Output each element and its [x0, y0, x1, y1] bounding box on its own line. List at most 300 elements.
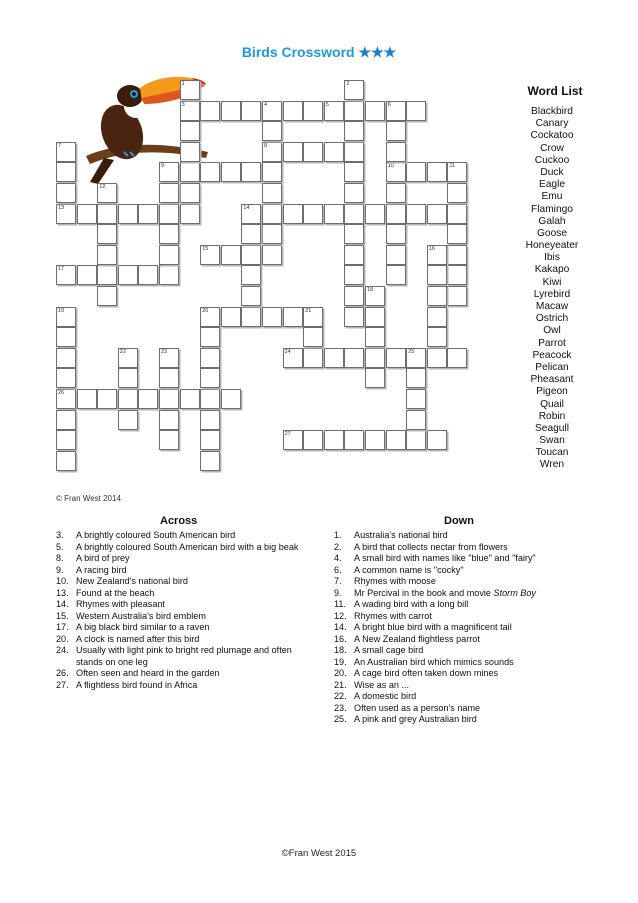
grid-cell[interactable]: [324, 430, 344, 450]
grid-cell[interactable]: [262, 183, 282, 203]
clue-text: Rhymes with carrot: [354, 610, 432, 621]
grid-cell[interactable]: [200, 162, 220, 182]
clue-number-label: 25: [408, 348, 415, 355]
crossword-grid: [56, 80, 476, 486]
grid-cell[interactable]: [365, 204, 385, 224]
word-list-item: Lyrebird: [533, 288, 571, 300]
word-list-title: Word List: [527, 84, 583, 98]
word-list-item: Cockatoo: [530, 130, 574, 142]
grid-cell[interactable]: [303, 142, 323, 162]
clue-item: [334, 680, 594, 692]
grid-cell[interactable]: [97, 265, 117, 285]
clue-text: A bright blue bird with a magnificent tail: [354, 622, 512, 632]
grid-cell[interactable]: [427, 348, 447, 368]
grid-cell[interactable]: [56, 430, 76, 450]
grid-cell[interactable]: [56, 327, 76, 347]
clue-number: 14.: [334, 622, 347, 632]
grid-cell[interactable]: [344, 224, 364, 244]
clue-text: A brightly coloured South American bird: [76, 530, 236, 540]
clue-item: [56, 622, 318, 634]
clue-item: [334, 691, 594, 703]
clue-text: A brightly coloured South American bird with a big beak: [76, 541, 299, 552]
clue-emphasis: Storm Boy: [493, 587, 536, 598]
grid-cell[interactable]: [283, 430, 303, 450]
grid-cell[interactable]: [386, 245, 406, 265]
word-list-item: Galah: [538, 215, 566, 227]
grid-cell[interactable]: [365, 348, 385, 368]
grid-cell[interactable]: [241, 204, 261, 224]
grid-cell[interactable]: [241, 101, 261, 121]
grid-cell[interactable]: [406, 348, 426, 368]
grid-cell[interactable]: [365, 430, 385, 450]
word-list-item: Blackbird: [531, 106, 573, 117]
clue-text: A clock is named after this bird: [76, 633, 200, 644]
clue-number-label: 18: [367, 287, 374, 293]
clue-text: Often seen and heard in the garden: [76, 668, 220, 678]
clue-number: 7.: [334, 576, 342, 586]
clue-item: [56, 565, 318, 577]
clue-item: [334, 657, 594, 669]
clue-item: [56, 588, 318, 600]
clue-text: A bird of prey: [76, 553, 130, 563]
clue-item: [334, 714, 594, 726]
grid-cell[interactable]: [344, 245, 364, 265]
grid-cell[interactable]: [241, 224, 261, 244]
grid-cell[interactable]: [447, 183, 467, 203]
word-list-item: Flamingo: [531, 203, 573, 215]
clue-item: [56, 634, 318, 646]
grid-cell[interactable]: [56, 451, 76, 471]
grid-cell[interactable]: [56, 162, 76, 182]
grid-cell[interactable]: [262, 101, 282, 121]
grid-cell[interactable]: [159, 430, 179, 450]
grid-cell[interactable]: [97, 389, 117, 409]
grid-cell[interactable]: [406, 368, 426, 388]
clue-item: [56, 530, 318, 542]
word-list-item: Kakapo: [534, 264, 570, 276]
grid-cell[interactable]: [386, 142, 406, 162]
grid-cell[interactable]: [303, 101, 323, 121]
grid-cell[interactable]: [97, 183, 117, 203]
grid-cell[interactable]: [56, 368, 76, 388]
grid-cell[interactable]: [427, 327, 447, 347]
down-clues: [334, 530, 594, 726]
clue-item: [334, 588, 594, 600]
word-list-item: Canary: [535, 118, 569, 130]
grid-cell[interactable]: [200, 430, 220, 450]
grid-cell[interactable]: [365, 327, 385, 347]
grid-cell[interactable]: [344, 162, 364, 182]
clue-number-label: 13: [58, 204, 65, 211]
clue-text: Often used as a person's name: [354, 702, 481, 713]
grid-cell[interactable]: [386, 204, 406, 224]
word-list-item: Pelican: [535, 361, 569, 373]
grid-cell[interactable]: [56, 183, 76, 203]
clue-number-label: 14: [243, 204, 250, 211]
across-clues: [56, 530, 318, 691]
grid-cell[interactable]: [344, 307, 364, 327]
clue-number: 1.: [334, 530, 342, 540]
clue-number: 20.: [56, 633, 69, 644]
grid-cell[interactable]: [118, 368, 138, 388]
grid-cell[interactable]: [241, 162, 261, 182]
grid-cell[interactable]: [118, 348, 138, 368]
down-heading: Down: [444, 515, 474, 527]
word-list-item: Pigeon: [536, 386, 568, 398]
grid-cell[interactable]: [447, 286, 467, 306]
grid-cell[interactable]: [118, 265, 138, 285]
clue-number-label: 21: [305, 307, 312, 314]
clue-item: [334, 703, 594, 715]
clue-number-label: 17: [58, 266, 65, 273]
clue-number: 6.: [334, 564, 342, 575]
clue-item: [334, 645, 594, 657]
word-list-item: Ostrich: [535, 313, 569, 325]
clue-number: 21.: [334, 679, 347, 690]
grid-cell[interactable]: [159, 265, 179, 285]
grid-cell[interactable]: [427, 307, 447, 327]
grid-cell[interactable]: [221, 101, 241, 121]
grid-cell[interactable]: [386, 121, 406, 141]
grid-cell[interactable]: [427, 245, 447, 265]
clue-number-label: 10: [387, 163, 394, 170]
grid-cell[interactable]: [283, 204, 303, 224]
word-list-item: Peacock: [532, 349, 572, 361]
word-list-item: Kiwi: [542, 276, 562, 288]
grid-cell[interactable]: [344, 348, 364, 368]
clue-number-label: 8: [264, 142, 268, 149]
clue-number-label: 9: [161, 163, 165, 170]
clue-number-label: 11: [449, 163, 456, 170]
grid-cell[interactable]: [97, 245, 117, 265]
grid-cell[interactable]: [447, 224, 467, 244]
grid-cell[interactable]: [344, 204, 364, 224]
grid-cell[interactable]: [159, 183, 179, 203]
grid-cell[interactable]: [262, 162, 282, 182]
clue-text: An Australian bird which mimics sounds: [354, 656, 514, 667]
clue-number-label: 20: [202, 307, 209, 314]
clue-item: [334, 530, 594, 542]
grid-cell[interactable]: [221, 162, 241, 182]
grid-cell[interactable]: [241, 307, 261, 327]
grid-cell[interactable]: [77, 204, 97, 224]
grid-cell[interactable]: [386, 265, 406, 285]
clue-number: 26.: [56, 668, 69, 678]
grid-cell[interactable]: [200, 368, 220, 388]
grid-cell[interactable]: [427, 286, 447, 306]
grid-cell[interactable]: [406, 430, 426, 450]
clue-number-label: 24: [284, 348, 291, 355]
grid-cell[interactable]: [283, 348, 303, 368]
clue-number: 14.: [56, 599, 69, 609]
grid-cell[interactable]: [447, 204, 467, 224]
clue-number: 12.: [334, 610, 347, 621]
grid-cell[interactable]: [97, 224, 117, 244]
grid-cell[interactable]: [344, 121, 364, 141]
clue-item: [56, 611, 318, 623]
clue-item: [56, 553, 318, 565]
clue-number: 8.: [56, 553, 64, 563]
grid-cell[interactable]: [180, 80, 200, 100]
grid-cell[interactable]: [344, 183, 364, 203]
grid-cell[interactable]: [180, 162, 200, 182]
across-heading: Across: [160, 515, 198, 527]
grid-cell[interactable]: [180, 101, 200, 121]
clue-number-label: 27: [284, 431, 291, 438]
clue-text: A flightless bird found in Africa: [76, 679, 198, 690]
grid-cell[interactable]: [406, 204, 426, 224]
grid-cell[interactable]: [386, 224, 406, 244]
clue-number-label: 12: [99, 184, 106, 190]
clue-text: A common name is "cocky": [354, 564, 464, 575]
word-list-item: Duck: [540, 166, 564, 178]
grid-cell[interactable]: [180, 389, 200, 409]
grid-cell[interactable]: [344, 265, 364, 285]
clue-number-label: 3: [181, 101, 185, 108]
grid-cell[interactable]: [118, 410, 138, 430]
grid-cell[interactable]: [262, 121, 282, 141]
grid-cell[interactable]: [221, 389, 241, 409]
word-list-item: Swan: [539, 435, 565, 447]
grid-cell[interactable]: [159, 245, 179, 265]
clue-text: A small bird with names like "blue" and "fairy": [354, 553, 536, 563]
clue-text: Western Australia's bird emblem: [76, 610, 206, 621]
grid-cell[interactable]: [406, 389, 426, 409]
clue-item: [334, 542, 594, 554]
grid-cell[interactable]: [77, 389, 97, 409]
word-list-item: Quail: [540, 398, 564, 410]
grid-cell[interactable]: [180, 142, 200, 162]
grid-cell[interactable]: [159, 368, 179, 388]
clue-number: 17.: [56, 622, 69, 632]
grid-cell[interactable]: [56, 204, 76, 224]
grid-cell[interactable]: [324, 348, 344, 368]
clue-text: A New Zealand flightless parrot: [354, 633, 480, 644]
clue-number-label: 1: [181, 81, 185, 87]
grid-cell[interactable]: [386, 430, 406, 450]
clue-number-label: 6: [387, 101, 391, 108]
grid-cell[interactable]: [56, 142, 76, 162]
grid-cell[interactable]: [386, 101, 406, 121]
word-list-item: Pheasant: [530, 374, 574, 386]
clue-item: [56, 645, 318, 668]
grid-cell[interactable]: [180, 121, 200, 141]
grid-cell[interactable]: [324, 204, 344, 224]
grid-cell[interactable]: [159, 204, 179, 224]
clue-text: A wading bird with a long bill: [354, 599, 469, 609]
word-list-item: Seagull: [535, 422, 569, 434]
word-list-item: Eagle: [538, 179, 566, 191]
clue-number: 25.: [334, 714, 347, 724]
grid-cell[interactable]: [344, 286, 364, 306]
grid-cell[interactable]: [180, 204, 200, 224]
grid-cell[interactable]: [97, 286, 117, 306]
grid-cell[interactable]: [262, 224, 282, 244]
word-list-item: Crow: [540, 142, 564, 154]
grid-cell[interactable]: [427, 204, 447, 224]
clue-number-label: 2: [346, 81, 350, 87]
word-list-item: Honeyeater: [525, 240, 579, 252]
grid-cell[interactable]: [283, 307, 303, 327]
grid-cell[interactable]: [324, 142, 344, 162]
grid-cell[interactable]: [56, 410, 76, 430]
clue-number-label: 22: [119, 348, 126, 355]
grid-cell[interactable]: [56, 265, 76, 285]
clue-item: [56, 599, 318, 611]
grid-cell[interactable]: [56, 307, 76, 327]
clue-number: 19.: [334, 656, 347, 667]
grid-cell[interactable]: [97, 204, 117, 224]
grid-cell[interactable]: [365, 307, 385, 327]
clue-text: Found at the beach: [76, 587, 155, 598]
grid-cell[interactable]: [303, 348, 323, 368]
word-list-item: Wren: [539, 459, 565, 471]
clue-number-label: 23: [161, 348, 168, 355]
clue-item: [334, 622, 594, 634]
grid-cell[interactable]: [200, 245, 220, 265]
clue-number: 4.: [334, 553, 342, 563]
grid-cell[interactable]: [200, 101, 220, 121]
grid-cell[interactable]: [118, 204, 138, 224]
clue-text: Usually with light pink to bright red plumage and often stands on one leg: [76, 645, 292, 667]
grid-cell[interactable]: [447, 162, 467, 182]
grid-cell[interactable]: [447, 245, 467, 265]
star-rating-icons: ★★★: [358, 44, 397, 60]
grid-cell[interactable]: [138, 389, 158, 409]
clue-item: [334, 553, 594, 565]
grid-cell[interactable]: [324, 101, 344, 121]
clue-number: 16.: [334, 633, 347, 644]
footer-credit: ©Fran West 2015: [281, 848, 357, 859]
grid-cell[interactable]: [344, 142, 364, 162]
grid-cell[interactable]: [365, 368, 385, 388]
grid-cell[interactable]: [200, 410, 220, 430]
clue-text: A racing bird: [76, 564, 127, 575]
clue-text: Mr Percival in the book and movie Storm Boy: [354, 587, 536, 598]
grid-cell[interactable]: [159, 348, 179, 368]
clue-text: Wise as an ...: [354, 679, 410, 690]
clue-text: A big black bird similar to a raven: [76, 622, 210, 632]
grid-cell[interactable]: [200, 307, 220, 327]
clue-number: 3.: [56, 530, 64, 540]
grid-cell[interactable]: [159, 389, 179, 409]
clue-number: 22.: [334, 691, 347, 701]
grid-cell[interactable]: [303, 327, 323, 347]
clue-item: [56, 680, 318, 692]
clue-text: A cage bird often taken down mines: [354, 668, 499, 678]
word-list-item: Parrot: [538, 337, 566, 349]
word-list: [505, 106, 599, 472]
grid-cell[interactable]: [159, 224, 179, 244]
grid-cell[interactable]: [427, 265, 447, 285]
word-list-item: Ibis: [544, 252, 560, 264]
grid-cell[interactable]: [406, 101, 426, 121]
grid-cell[interactable]: [138, 265, 158, 285]
grid-cell[interactable]: [283, 142, 303, 162]
grid-cell[interactable]: [262, 204, 282, 224]
grid-cell[interactable]: [344, 101, 364, 121]
clue-text: A bird that collects nectar from flowers: [354, 541, 508, 552]
clue-number-label: 19: [58, 307, 65, 314]
clue-item: [334, 576, 594, 588]
clue-number-label: 16: [428, 245, 435, 252]
grid-cell[interactable]: [386, 162, 406, 182]
grid-cell[interactable]: [427, 430, 447, 450]
clue-text: A small cage bird: [354, 645, 424, 655]
grid-cell[interactable]: [447, 265, 467, 285]
clue-number: 10.: [56, 576, 69, 586]
grid-cell[interactable]: [406, 410, 426, 430]
clue-number: 11.: [334, 599, 346, 609]
clue-item: [334, 565, 594, 577]
grid-cell[interactable]: [200, 348, 220, 368]
grid-cell[interactable]: [118, 389, 138, 409]
clue-text: Rhymes with moose: [354, 576, 436, 586]
grid-cell[interactable]: [344, 80, 364, 100]
title-text: Birds Crossword: [241, 44, 355, 60]
grid-cell[interactable]: [447, 348, 467, 368]
clue-number: 15.: [56, 610, 69, 621]
grid-cell[interactable]: [56, 389, 76, 409]
clue-number: 23.: [334, 702, 347, 713]
clue-number: 13.: [56, 587, 69, 598]
grid-cell[interactable]: [200, 451, 220, 471]
word-list-item: Cuckoo: [534, 154, 570, 166]
clue-text: Rhymes with pleasant: [76, 599, 165, 609]
grid-cell[interactable]: [303, 430, 323, 450]
grid-cell[interactable]: [406, 162, 426, 182]
clue-number-label: 26: [58, 390, 65, 396]
clue-number-label: 5: [325, 101, 329, 108]
grid-cell[interactable]: [159, 162, 179, 182]
clue-item: [334, 611, 594, 623]
grid-cell[interactable]: [221, 307, 241, 327]
grid-cell[interactable]: [241, 286, 261, 306]
clue-item: [56, 576, 318, 588]
clue-number: 9.: [334, 587, 342, 598]
grid-cell[interactable]: [262, 307, 282, 327]
grid-cell[interactable]: [221, 245, 241, 265]
grid-cell[interactable]: [365, 101, 385, 121]
grid-cell[interactable]: [283, 101, 303, 121]
grid-cell[interactable]: [200, 327, 220, 347]
grid-cell[interactable]: [303, 307, 323, 327]
grid-cell[interactable]: [241, 265, 261, 285]
grid-cell[interactable]: [200, 389, 220, 409]
grid-cell[interactable]: [365, 286, 385, 306]
grid-cell[interactable]: [303, 204, 323, 224]
grid-cell[interactable]: [241, 245, 261, 265]
grid-cell[interactable]: [344, 430, 364, 450]
grid-cell[interactable]: [427, 162, 447, 182]
grid-cell[interactable]: [159, 410, 179, 430]
grid-cell[interactable]: [77, 265, 97, 285]
grid-cell[interactable]: [386, 183, 406, 203]
clue-number-label: 7: [58, 142, 62, 149]
word-list-item: Emu: [541, 191, 563, 203]
grid-cell[interactable]: [56, 348, 76, 368]
grid-cell[interactable]: [262, 142, 282, 162]
grid-cell[interactable]: [262, 245, 282, 265]
grid-credit: © Fran West 2014: [56, 494, 121, 503]
word-list-item: Robin: [538, 410, 566, 422]
grid-cell[interactable]: [386, 348, 406, 368]
grid-cell[interactable]: [138, 204, 158, 224]
clue-item: [334, 599, 594, 611]
clue-text: Australia's national bird: [354, 530, 448, 540]
grid-cell[interactable]: [180, 183, 200, 203]
clue-item: [56, 668, 318, 680]
